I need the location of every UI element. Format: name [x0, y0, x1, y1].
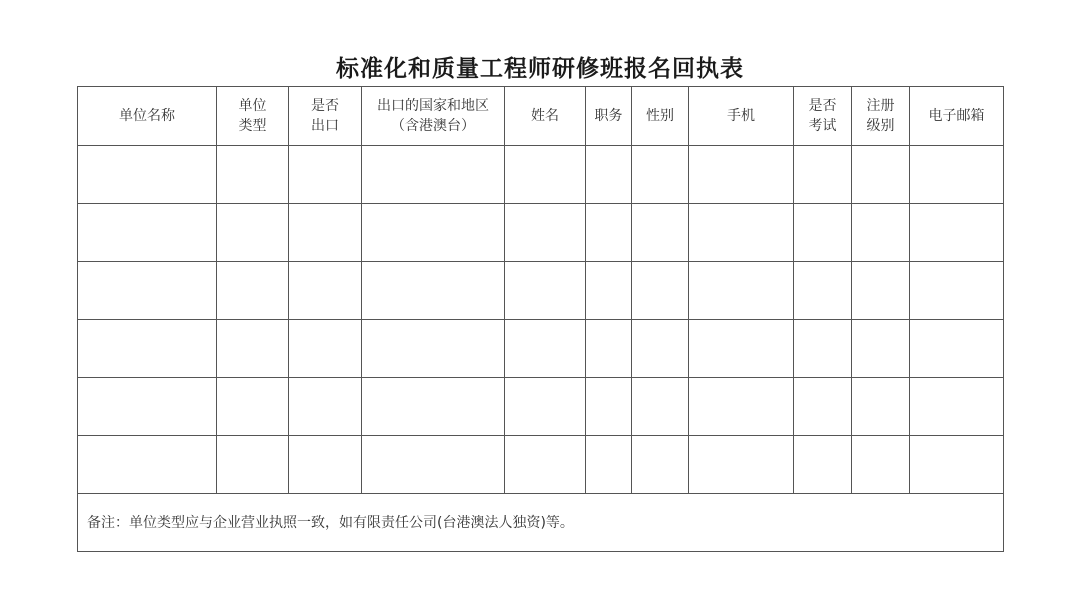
entry-cell[interactable]	[852, 436, 910, 494]
entry-cell[interactable]	[505, 204, 586, 262]
entry-cell[interactable]	[289, 146, 362, 204]
entry-cell[interactable]	[362, 146, 505, 204]
header-line: 考试	[808, 118, 837, 134]
entry-cell[interactable]	[586, 436, 632, 494]
entry-cell[interactable]	[586, 378, 632, 436]
entry-cell[interactable]	[852, 146, 910, 204]
entry-cell[interactable]	[632, 436, 689, 494]
entry-cell[interactable]	[852, 204, 910, 262]
entry-cell[interactable]	[505, 436, 586, 494]
form-title: 标准化和质量工程师研修班报名回执表	[336, 56, 744, 82]
col-header-email	[910, 87, 1004, 146]
entry-cell[interactable]	[362, 378, 505, 436]
entry-cell[interactable]	[794, 378, 852, 436]
entry-cell[interactable]	[78, 146, 217, 204]
entry-cell[interactable]	[910, 262, 1004, 320]
entry-cell[interactable]	[505, 378, 586, 436]
entry-cell[interactable]	[586, 262, 632, 320]
entry-cell[interactable]	[362, 204, 505, 262]
header-line: 是否	[311, 98, 339, 114]
header-line: 注册	[866, 98, 895, 114]
entry-cell[interactable]	[794, 262, 852, 320]
entry-cell[interactable]	[289, 320, 362, 378]
col-header-gender	[632, 87, 689, 146]
entry-cell[interactable]	[217, 204, 289, 262]
entry-cell[interactable]	[794, 320, 852, 378]
header-line: 姓名	[531, 108, 559, 124]
entry-cell[interactable]	[586, 204, 632, 262]
header-line: 性别	[646, 108, 674, 124]
header-line: 电子邮箱	[928, 108, 985, 124]
entry-cell[interactable]	[289, 436, 362, 494]
entry-cell[interactable]	[362, 436, 505, 494]
table-row	[78, 436, 1004, 494]
entry-cell[interactable]	[910, 320, 1004, 378]
entry-cell[interactable]	[632, 204, 689, 262]
entry-cell[interactable]	[632, 378, 689, 436]
table-row	[78, 204, 1004, 262]
entry-cell[interactable]	[910, 146, 1004, 204]
table-row	[78, 378, 1004, 436]
entry-cell[interactable]	[217, 320, 289, 378]
entry-cell[interactable]	[505, 320, 586, 378]
entry-cell[interactable]	[586, 320, 632, 378]
entry-cell[interactable]	[794, 436, 852, 494]
entry-cell[interactable]	[632, 262, 689, 320]
header-line: 出口	[311, 118, 339, 134]
form-body	[78, 146, 1004, 552]
header-line: 类型	[238, 118, 267, 134]
entry-cell[interactable]	[217, 262, 289, 320]
col-header-export	[289, 87, 362, 146]
table-row	[78, 320, 1004, 378]
entry-cell[interactable]	[586, 146, 632, 204]
header-line: 级别	[866, 118, 895, 134]
entry-cell[interactable]	[78, 262, 217, 320]
entry-cell[interactable]	[505, 262, 586, 320]
table-row	[78, 262, 1004, 320]
header-line: 手机	[727, 108, 755, 124]
note-row	[78, 494, 1004, 552]
entry-cell[interactable]	[852, 320, 910, 378]
entry-cell[interactable]	[78, 378, 217, 436]
header-line: 是否	[808, 98, 837, 114]
header-line: 单位	[238, 98, 267, 114]
entry-cell[interactable]	[689, 146, 794, 204]
entry-cell[interactable]	[689, 262, 794, 320]
entry-cell[interactable]	[289, 204, 362, 262]
col-header-export-regions	[362, 87, 505, 146]
table-row	[78, 146, 1004, 204]
entry-cell[interactable]	[362, 262, 505, 320]
entry-cell[interactable]	[794, 146, 852, 204]
entry-cell[interactable]	[505, 146, 586, 204]
col-header-company-name	[78, 87, 217, 146]
entry-cell[interactable]	[689, 436, 794, 494]
entry-cell[interactable]	[689, 320, 794, 378]
entry-cell[interactable]	[78, 204, 217, 262]
col-header-position	[586, 87, 632, 146]
entry-cell[interactable]	[632, 146, 689, 204]
header-line: 单位名称	[119, 108, 175, 124]
col-header-company-type	[217, 87, 289, 146]
entry-cell[interactable]	[910, 378, 1004, 436]
entry-cell[interactable]	[78, 320, 217, 378]
header-line: （含港澳台）	[391, 118, 475, 134]
entry-cell[interactable]	[632, 320, 689, 378]
entry-cell[interactable]	[852, 378, 910, 436]
entry-cell[interactable]	[910, 436, 1004, 494]
note-text: 备注：单位类型应与企业营业执照一致，如有限责任公司(台港澳法人独资)等。	[78, 494, 1004, 552]
entry-cell[interactable]	[910, 204, 1004, 262]
col-header-registration-level	[852, 87, 910, 146]
entry-cell[interactable]	[689, 378, 794, 436]
col-header-exam	[794, 87, 852, 146]
header-line: 出口的国家和地区	[377, 98, 489, 114]
entry-cell[interactable]	[217, 146, 289, 204]
col-header-name	[505, 87, 586, 146]
entry-cell[interactable]	[852, 262, 910, 320]
entry-cell[interactable]	[289, 378, 362, 436]
entry-cell[interactable]	[362, 320, 505, 378]
registration-form-table	[77, 86, 1004, 552]
header-row	[78, 87, 1004, 146]
entry-cell[interactable]	[78, 436, 217, 494]
col-header-mobile	[689, 87, 794, 146]
entry-cell[interactable]	[689, 204, 794, 262]
entry-cell[interactable]	[217, 378, 289, 436]
entry-cell[interactable]	[794, 204, 852, 262]
header-line: 职务	[594, 108, 623, 124]
entry-cell[interactable]	[289, 262, 362, 320]
entry-cell[interactable]	[217, 436, 289, 494]
